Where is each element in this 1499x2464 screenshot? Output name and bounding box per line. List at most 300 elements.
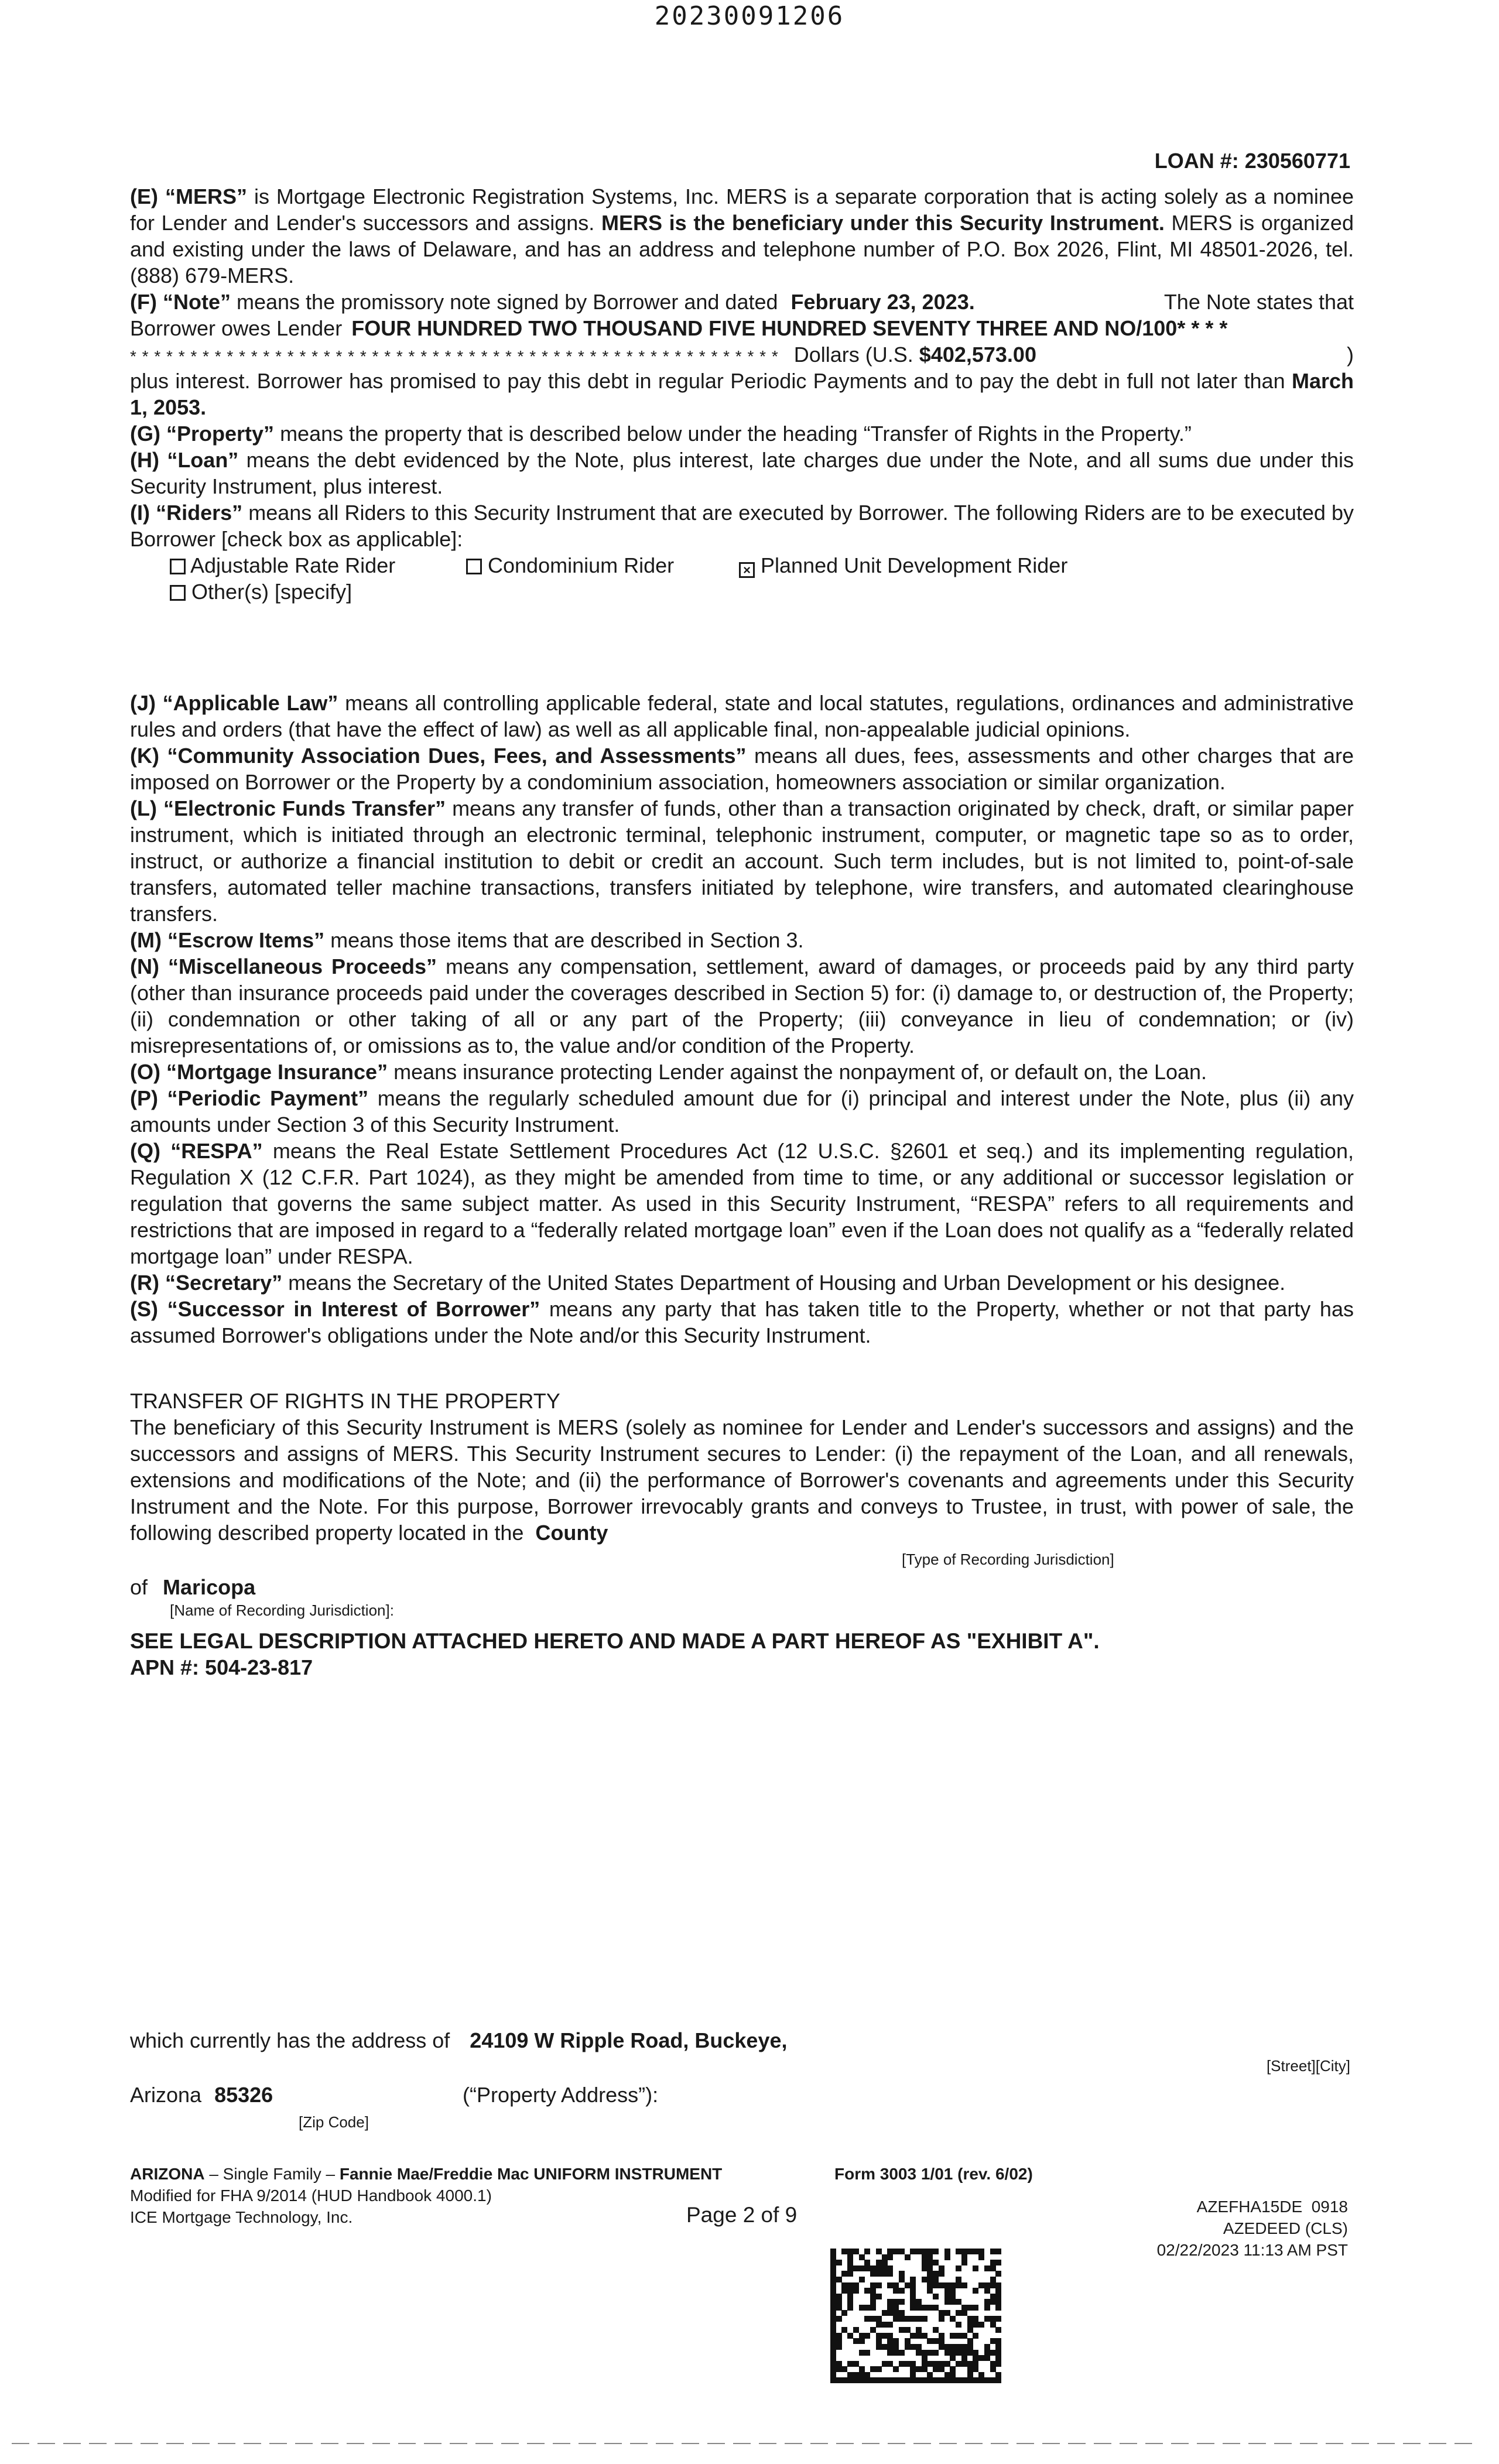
def-n-label: (N) <box>130 954 159 978</box>
def-g-term: “Property” <box>166 422 275 446</box>
barcode-cell <box>847 2260 853 2265</box>
barcode-cell <box>967 2344 973 2350</box>
definition-k <box>130 742 1354 795</box>
barcode-cell <box>876 2316 882 2322</box>
barcode-cell <box>887 2299 893 2305</box>
state: Arizona <box>130 2083 202 2107</box>
barcode-cell <box>961 2260 967 2265</box>
barcode-cell <box>830 2338 836 2344</box>
def-e-text2: MERS is organized and existing under the laws of Delaware, and has an address and telephone number of P.O. Box 2026, Flint, MI 48501-2026, tel. (888) 679-MERS. <box>130 211 1354 288</box>
definition-r <box>130 1269 1354 1296</box>
def-e-label: (E) <box>130 184 158 208</box>
barcode-cell <box>876 2249 882 2254</box>
barcode-cell <box>899 2361 905 2367</box>
barcode-cell <box>841 2249 847 2254</box>
def-r-text: means the Secretary of the United States Department of Housing and Urban Development or his designee. <box>288 1271 1286 1295</box>
barcode-cell <box>864 2260 870 2265</box>
barcode-cell <box>927 2372 933 2378</box>
barcode-cell <box>847 2249 853 2254</box>
barcode-cell <box>990 2299 996 2305</box>
barcode-cell <box>853 2249 859 2254</box>
barcode-cell <box>847 2288 853 2294</box>
def-f-asterisks: * * * * * * * * * * * * * * * * * * * * * * * * * * * * * * * * * * * * * * * * * * * * * * * * * * * * * * <box>130 347 779 365</box>
barcode-cell <box>882 2322 888 2328</box>
barcode-cell <box>973 2316 978 2322</box>
checkbox-adjustable-rate[interactable] <box>170 559 186 574</box>
footer-modified: Modified for FHA 9/2014 (HUD Handbook 4000.1) <box>130 2186 492 2205</box>
barcode-cell <box>995 2305 1001 2311</box>
barcode-cell <box>950 2344 956 2350</box>
barcode-cell <box>870 2271 876 2277</box>
def-m-term: “Escrow Items” <box>167 928 325 952</box>
def-q-term: “RESPA” <box>170 1139 263 1163</box>
barcode-cell <box>956 2282 961 2288</box>
barcode-cell <box>870 2282 876 2288</box>
barcode-cell <box>984 2377 990 2383</box>
def-j-label: (J) <box>130 691 156 715</box>
barcode-cell <box>933 2260 939 2265</box>
barcode-cell <box>841 2377 847 2383</box>
checkbox-planned-unit-development[interactable]: × <box>739 562 755 578</box>
barcode-cell <box>944 2361 950 2367</box>
barcode-cell <box>944 2350 950 2356</box>
barcode-cell <box>876 2333 882 2339</box>
barcode-cell <box>836 2260 842 2265</box>
barcode-cell <box>841 2288 847 2294</box>
barcode-cell <box>967 2249 973 2254</box>
barcode-cell <box>853 2361 859 2367</box>
barcode-cell <box>876 2282 882 2288</box>
barcode-cell <box>905 2316 911 2322</box>
definition-f-terms <box>130 368 1354 420</box>
barcode-cell <box>961 2350 967 2356</box>
barcode-cell <box>944 2344 950 2350</box>
def-f-term: “Note” <box>162 290 231 314</box>
def-g-label: (G) <box>130 422 160 446</box>
barcode-cell <box>876 2377 882 2383</box>
barcode-cell <box>995 2282 1001 2288</box>
barcode-cell <box>922 2277 928 2282</box>
barcode-cell <box>978 2322 984 2328</box>
barcode-cell <box>899 2271 905 2277</box>
def-q-text: means the Real Estate Settlement Procedures Act (12 U.S.C. §2601 et seq.) and its implementing regulation, Regulation X (12 C.F.R. Part 1024), as they might be amended from time to time, or any additional or successor legislation or regulation that governs the same subject matter. As used in this Security Instrument, “RESPA” refers to all requirements and restrictions that are imposed in regard to a “federally related mortgage loan” even if the Loan does not qualify as a “federally related mortgage loan” under RESPA. <box>130 1139 1354 1268</box>
barcode-cell <box>990 2294 996 2299</box>
barcode-cell <box>910 2333 916 2339</box>
barcode-cell <box>973 2288 978 2294</box>
barcode-cell <box>910 2277 916 2282</box>
barcode-cell <box>876 2338 882 2344</box>
barcode-cell <box>933 2277 939 2282</box>
barcode-cell <box>944 2254 950 2260</box>
barcode-cell <box>950 2333 956 2339</box>
rider-adjustable-rate[interactable] <box>170 552 395 579</box>
barcode-cell <box>939 2271 944 2277</box>
barcode-cell <box>927 2288 933 2294</box>
footer-form-line <box>130 2165 722 2184</box>
barcode-cell <box>830 2305 836 2311</box>
definition-e <box>130 183 1354 289</box>
apn-number: 504-23-817 <box>205 1655 313 1679</box>
barcode-cell <box>876 2344 882 2350</box>
barcode-cell <box>950 2350 956 2356</box>
barcode-cell <box>916 2327 922 2333</box>
barcode-cell <box>978 2282 984 2288</box>
def-g-text: means the property that is described below under the heading “Transfer of Rights in the Property.” <box>280 422 1192 446</box>
barcode-cell <box>836 2361 842 2367</box>
definition-m <box>130 927 1354 953</box>
zip-code: 85326 <box>214 2083 273 2107</box>
barcode-cell <box>956 2299 961 2305</box>
barcode-cell <box>905 2254 911 2260</box>
address-line <box>130 2027 788 2054</box>
scan-edge-line <box>12 2443 1476 2444</box>
rider-label: Adjustable Rate Rider <box>190 553 396 577</box>
barcode-cell <box>990 2260 996 2265</box>
barcode-cell <box>933 2361 939 2367</box>
barcode-cell <box>961 2305 967 2311</box>
barcode-cell <box>830 2282 836 2288</box>
barcode-cell <box>995 2249 1001 2254</box>
def-l-term: “Electronic Funds Transfer” <box>163 796 446 820</box>
barcode-cell <box>973 2361 978 2367</box>
barcode-cell <box>830 2333 836 2339</box>
barcode-cell <box>853 2265 859 2271</box>
barcode-cell <box>882 2310 888 2316</box>
barcode-cell <box>830 2288 836 2294</box>
barcode-cell <box>956 2249 961 2254</box>
barcode-cell <box>836 2294 842 2299</box>
barcode-cell <box>939 2344 944 2350</box>
barcode-cell <box>950 2372 956 2378</box>
def-o-label: (O) <box>130 1060 160 1084</box>
barcode-cell <box>995 2260 1001 2265</box>
def-e-term: “MERS” <box>165 184 247 208</box>
definition-n <box>130 953 1354 1059</box>
barcode-cell <box>933 2282 939 2288</box>
recording-number: 20230091206 <box>654 1 845 31</box>
barcode-cell <box>995 2338 1001 2344</box>
barcode-cell <box>984 2265 990 2271</box>
def-h-label: (H) <box>130 448 159 472</box>
barcode-cell <box>973 2333 978 2339</box>
barcode-cell <box>978 2377 984 2383</box>
loan-number: 230560771 <box>1244 149 1350 173</box>
barcode-cell <box>830 2316 836 2322</box>
zip-caption: [Zip Code] <box>299 2113 369 2131</box>
barcode-cell <box>899 2277 905 2282</box>
barcode-cell <box>847 2361 853 2367</box>
footer-code1: AZEFHA15DE 0918 <box>1196 2198 1348 2216</box>
barcode-cell <box>944 2294 950 2299</box>
barcode-cell <box>887 2254 893 2260</box>
barcode-cell <box>916 2350 922 2356</box>
barcode-cell <box>927 2265 933 2271</box>
barcode-cell <box>905 2361 911 2367</box>
definition-l <box>130 795 1354 927</box>
barcode-cell <box>899 2310 905 2316</box>
barcode-cell <box>990 2366 996 2372</box>
barcode-cell <box>984 2355 990 2361</box>
barcode-cell <box>939 2366 944 2372</box>
barcode-cell <box>961 2344 967 2350</box>
def-k-label: (K) <box>130 744 159 768</box>
definition-f-line1 <box>130 289 1354 315</box>
barcode-cell <box>939 2310 944 2316</box>
footer-state: ARIZONA <box>130 2165 205 2183</box>
barcode-cell <box>887 2271 893 2277</box>
def-j-text: means all controlling applicable federal, state and local statutes, regulations, ordinances and administrative rules and orders (that have the effect of law) as well as all applicable final, non-appealable judicial opinions. <box>130 691 1354 741</box>
def-o-text: means insurance protecting Lender against the nonpayment of, or default on, the Loan. <box>393 1060 1207 1084</box>
barcode-cell <box>967 2361 973 2367</box>
definition-f-line2 <box>130 315 1227 341</box>
barcode-cell <box>956 2265 961 2271</box>
barcode-cell <box>990 2361 996 2367</box>
barcode-cell <box>995 2288 1001 2294</box>
barcode-cell <box>864 2249 870 2254</box>
barcode-cell <box>893 2288 899 2294</box>
barcode-cell <box>841 2327 847 2333</box>
barcode-cell <box>995 2294 1001 2299</box>
barcode-cell <box>859 2377 865 2383</box>
barcode-cell <box>933 2294 939 2299</box>
barcode-cell <box>922 2333 928 2339</box>
barcode-cell <box>887 2265 893 2271</box>
def-j-term: “Applicable Law” <box>162 691 338 715</box>
barcode-cell <box>927 2350 933 2356</box>
def-q-label: (Q) <box>130 1139 160 1163</box>
barcode-cell <box>995 2344 1001 2350</box>
barcode-cell <box>899 2249 905 2254</box>
barcode-cell <box>910 2316 916 2322</box>
footer-form-number: Form 3003 1/01 (rev. 6/02) <box>834 2165 1033 2183</box>
barcode-cell <box>864 2372 870 2378</box>
barcode-cell <box>961 2249 967 2254</box>
rider-other[interactable] <box>170 579 352 605</box>
barcode-cell <box>978 2254 984 2260</box>
barcode-cell <box>927 2377 933 2383</box>
barcode-cell <box>830 2350 836 2356</box>
barcode-cell <box>961 2355 967 2361</box>
barcode-cell <box>939 2361 944 2367</box>
checkbox-other[interactable] <box>170 585 186 601</box>
barcode-cell <box>950 2316 956 2322</box>
barcode-cell <box>841 2282 847 2288</box>
barcode-cell <box>956 2310 961 2316</box>
barcode-cell <box>933 2305 939 2311</box>
def-p-text: means the regularly scheduled amount due for (i) principal and interest under the Note, plus (ii) any amounts under Section 3 of this Security Instrument. <box>130 1086 1354 1137</box>
barcode-cell <box>830 2299 836 2305</box>
barcode-cell <box>859 2372 865 2378</box>
def-f-maturity: March 1, 2053. <box>130 369 1354 419</box>
barcode-cell <box>830 2277 836 2282</box>
checkbox-condominium[interactable] <box>466 559 482 574</box>
def-l-text: means any transfer of funds, other than a transaction originated by check, draft, or similar paper instrument, which is initiated through an electronic terminal, telephonic instrument, computer, or magnetic tape so as to order, instruct, or authorize a financial institution to debit or credit an account. Such term includes, but is not limited to, point-of-sale transfers, automated teller machine transactions, transfers initiated by telephone, wire transfers, and automated clearinghouse transfers. <box>130 796 1354 926</box>
barcode-cell <box>893 2305 899 2311</box>
barcode-cell <box>876 2366 882 2372</box>
barcode-cell <box>939 2316 944 2322</box>
barcode-cell <box>950 2294 956 2299</box>
definition-o <box>130 1059 1354 1085</box>
barcode-cell <box>910 2282 916 2288</box>
barcode-cell <box>944 2288 950 2294</box>
barcode-cell <box>922 2350 928 2356</box>
barcode-cell <box>933 2249 939 2254</box>
def-n-term: “Miscellaneous Proceeds” <box>167 954 437 978</box>
barcode-cell <box>905 2344 911 2350</box>
barcode-cell <box>876 2260 882 2265</box>
barcode-cell <box>961 2282 967 2288</box>
barcode-icon <box>830 2249 1001 2383</box>
footer-code2: AZEDEED (CLS) <box>1223 2219 1348 2237</box>
barcode-cell <box>950 2282 956 2288</box>
barcode-cell <box>944 2299 950 2305</box>
barcode-cell <box>939 2333 944 2339</box>
barcode-cell <box>916 2305 922 2311</box>
barcode-cell <box>922 2254 928 2260</box>
barcode-cell <box>927 2282 933 2288</box>
barcode-cell <box>853 2377 859 2383</box>
barcode-cell <box>990 2350 996 2356</box>
barcode-cell <box>933 2327 939 2333</box>
barcode-cell <box>956 2277 961 2282</box>
barcode-cell <box>961 2310 967 2316</box>
barcode-cell <box>899 2327 905 2333</box>
barcode-cell <box>944 2310 950 2316</box>
barcode-cell <box>956 2333 961 2339</box>
barcode-cell <box>995 2372 1001 2378</box>
barcode-cell <box>950 2366 956 2372</box>
def-o-term: “Mortgage Insurance” <box>166 1060 388 1084</box>
street-city-caption: [Street][City] <box>1266 2057 1350 2075</box>
barcode-cell <box>905 2377 911 2383</box>
barcode-cell <box>893 2310 899 2316</box>
definition-p <box>130 1085 1354 1138</box>
barcode-cell <box>887 2333 893 2339</box>
def-k-term: “Community Association Dues, Fees, and Assessments” <box>167 744 747 768</box>
apn-label: APN #: <box>130 1655 200 1679</box>
barcode-cell <box>984 2282 990 2288</box>
barcode-cell <box>847 2294 853 2299</box>
barcode-cell <box>853 2282 859 2288</box>
footer-form-b: Fannie Mae/Freddie Mac UNIFORM INSTRUMENT <box>339 2165 723 2183</box>
def-m-text: means those items that are described in Section 3. <box>330 928 804 952</box>
jurisdiction-name-caption: [Name of Recording Jurisdiction]: <box>170 1601 394 1619</box>
def-l-label: (L) <box>130 796 157 820</box>
barcode-cell <box>995 2327 1001 2333</box>
barcode-cell <box>887 2282 893 2288</box>
barcode-cell <box>847 2377 853 2383</box>
barcode-cell <box>990 2265 996 2271</box>
barcode-cell <box>876 2265 882 2271</box>
barcode-cell <box>882 2377 888 2383</box>
barcode-cell <box>927 2277 933 2282</box>
barcode-cell <box>910 2249 916 2254</box>
barcode-cell <box>933 2271 939 2277</box>
barcode-cell <box>841 2271 847 2277</box>
barcode-cell <box>887 2322 893 2328</box>
footer-timestamp: 02/22/2023 11:13 AM PST <box>1156 2241 1348 2259</box>
def-s-term: “Successor in Interest of Borrower” <box>167 1297 540 1321</box>
definition-g <box>130 420 1354 447</box>
barcode-cell <box>916 2299 922 2305</box>
barcode-cell <box>887 2305 893 2311</box>
barcode-cell <box>859 2333 865 2339</box>
rider-planned-unit-development[interactable] <box>739 552 1067 579</box>
barcode-cell <box>927 2338 933 2344</box>
barcode-cell <box>944 2249 950 2254</box>
barcode-cell <box>882 2333 888 2339</box>
barcode-cell <box>995 2361 1001 2367</box>
barcode-cell <box>870 2316 876 2322</box>
barcode-cell <box>950 2299 956 2305</box>
def-s-label: (S) <box>130 1297 158 1321</box>
rider-condominium[interactable] <box>466 552 674 579</box>
barcode-cell <box>859 2366 865 2372</box>
of-label: of <box>130 1575 148 1599</box>
barcode-cell <box>956 2361 961 2367</box>
barcode-cell <box>859 2277 865 2282</box>
barcode-cell <box>882 2254 888 2260</box>
barcode-cell <box>973 2355 978 2361</box>
def-f-line1a: means the promissory note signed by Borrower and dated <box>237 290 778 314</box>
rider-label: Other(s) [specify] <box>191 580 352 604</box>
barcode-cell <box>990 2338 996 2344</box>
barcode-cell <box>995 2350 1001 2356</box>
barcode-cell <box>910 2372 916 2378</box>
barcode-cell <box>887 2361 893 2367</box>
barcode-cell <box>927 2260 933 2265</box>
barcode-cell <box>967 2366 973 2372</box>
barcode-cell <box>830 2249 836 2254</box>
barcode-cell <box>927 2361 933 2367</box>
barcode-cell <box>910 2366 916 2372</box>
barcode-cell <box>905 2327 911 2333</box>
barcode-cell <box>922 2366 928 2372</box>
barcode-cell <box>922 2377 928 2383</box>
state-zip-line <box>130 2082 273 2108</box>
barcode-cell <box>847 2271 853 2277</box>
barcode-cell <box>847 2299 853 2305</box>
barcode-cell <box>836 2333 842 2339</box>
barcode-cell <box>882 2344 888 2350</box>
barcode-cell <box>893 2344 899 2350</box>
barcode-cell <box>830 2265 836 2271</box>
barcode-cell <box>830 2322 836 2328</box>
barcode-cell <box>916 2333 922 2339</box>
rider-label: Planned Unit Development Rider <box>761 553 1068 577</box>
jurisdiction-type: County <box>535 1521 608 1545</box>
barcode-cell <box>899 2377 905 2383</box>
barcode-cell <box>961 2361 967 2367</box>
legal-description: SEE LEGAL DESCRIPTION ATTACHED HERETO AND MADE A PART HEREOF AS "EXHIBIT A". <box>130 1629 1100 1653</box>
def-i-text: means all Riders to this Security Instrument that are executed by Borrower. The following Riders are to be executed by Borrower [check box as applicable]: <box>130 501 1354 551</box>
barcode-cell <box>984 2344 990 2350</box>
barcode-cell <box>853 2327 859 2333</box>
barcode-cell <box>893 2338 899 2344</box>
barcode-cell <box>984 2299 990 2305</box>
footer-company: ICE Mortgage Technology, Inc. <box>130 2208 353 2226</box>
loan-label: LOAN #: <box>1154 149 1239 173</box>
barcode-cell <box>910 2344 916 2350</box>
barcode-cell <box>995 2316 1001 2322</box>
barcode-cell <box>990 2282 996 2288</box>
barcode-cell <box>876 2294 882 2299</box>
barcode-cell <box>922 2265 928 2271</box>
barcode-cell <box>990 2249 996 2254</box>
barcode-cell <box>830 2344 836 2350</box>
barcode-cell <box>830 2254 836 2260</box>
def-e-bold: MERS is the beneficiary under this Security Instrument. <box>601 211 1165 235</box>
